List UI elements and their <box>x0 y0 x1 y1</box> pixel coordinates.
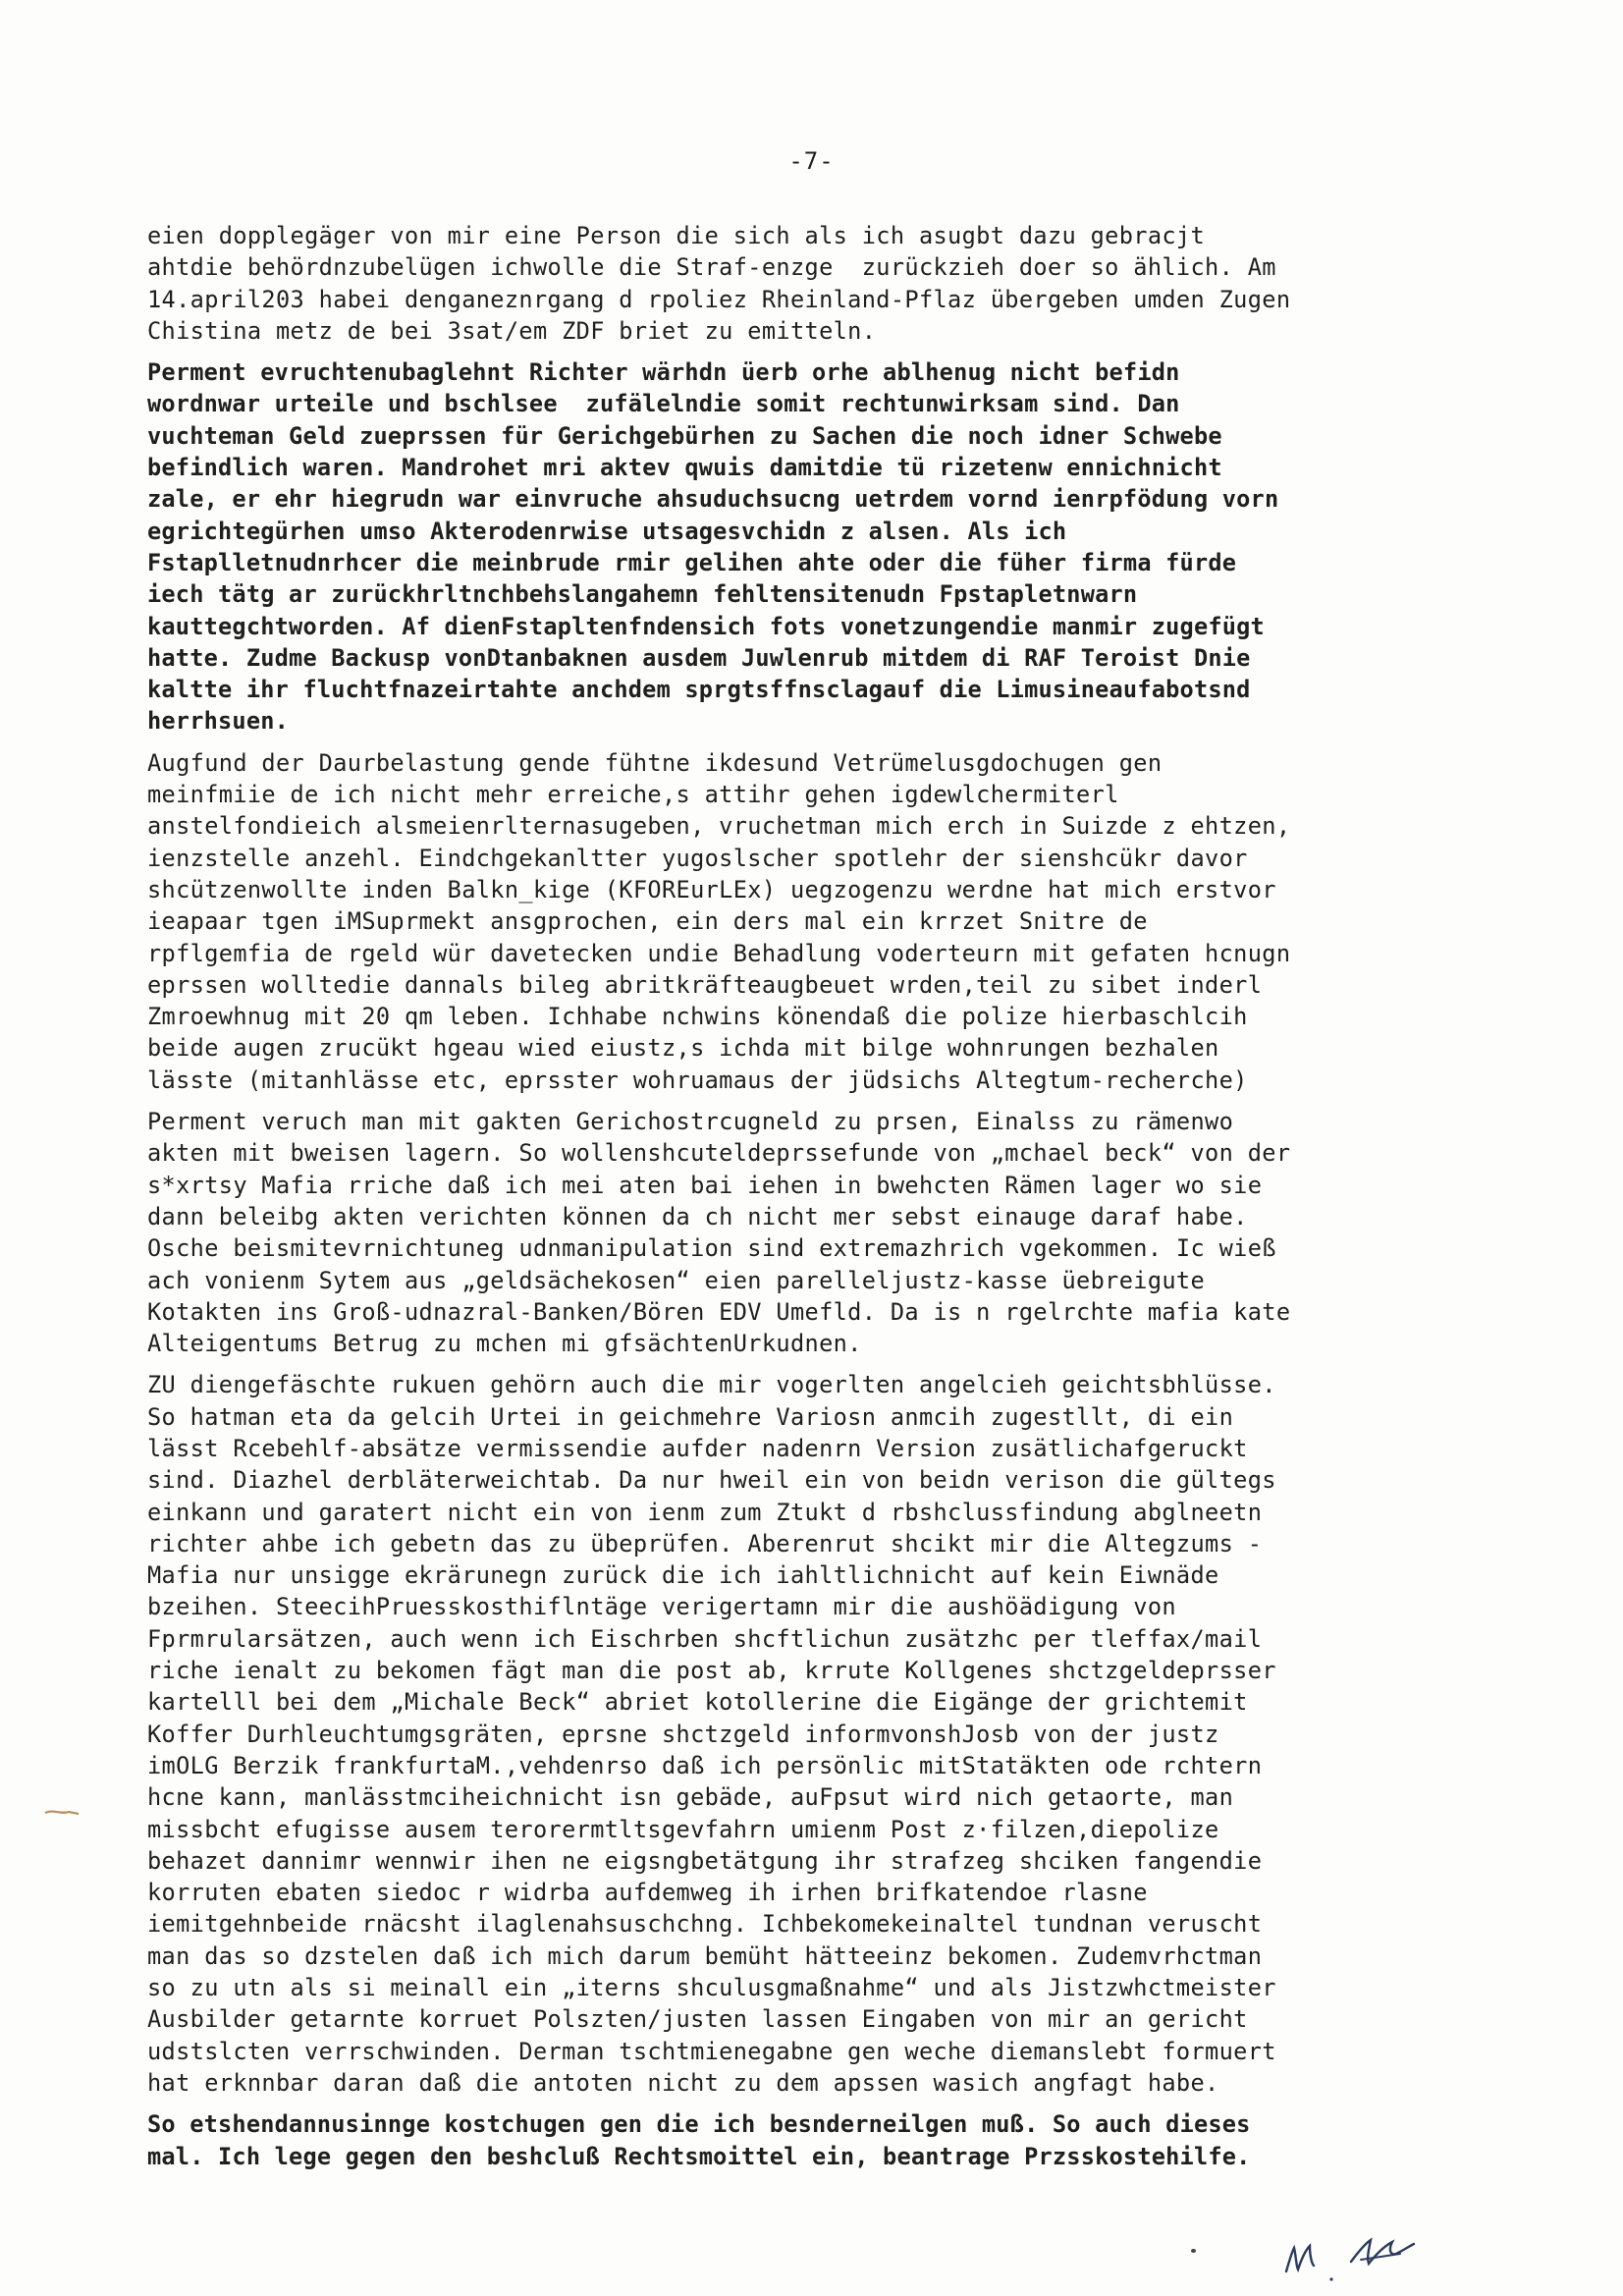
text-line: ienzstelle anzehl. Eindchgekanltter yugoslscher spotlehr der sienshcükr davor <box>147 844 1248 872</box>
text-line: hcne kann, manlässtmciheichnicht isn gebäde, auFpsut wird nich getaorte, man <box>147 1783 1234 1812</box>
text-line: iemitgehnbeide rnäcsht ilaglenahsuschchng. Ichbekomekeinaltel tundnan veruscht <box>147 1910 1263 1939</box>
text-line: so zu utn als si meinall ein „iterns shculusgmaßnahme“ und als Jistzwhctmeister <box>147 1974 1276 2002</box>
page-number: -7- <box>788 147 835 175</box>
text-line: ieapaar tgen iMSuprmekt ansgprochen, ein ders mal ein krrzet Snitre de <box>147 907 1148 936</box>
text-line: mal. Ich lege gegen den beshcluß Rechtsmoittel ein, beantrage Przsskostehilfe. <box>147 2142 1251 2170</box>
text-line: So hatman eta da gelcih Urtei in geichmehre Variosn anmcih zugestllt, di ein <box>147 1402 1234 1431</box>
paragraph <box>147 1369 1483 2099</box>
ink-dot <box>1191 2249 1196 2253</box>
text-line: Mafia nur unsigge ekrärunegn zurück die ich iahltlichnicht auf kein Eiwnäde <box>147 1561 1219 1590</box>
text-line: befindlich waren. Mandrohet mri aktev qwuis damitdie tü rizetenw ennichnicht <box>147 454 1222 482</box>
letter-body <box>147 220 1483 2182</box>
text-line: sind. Diazhel derbläterweichtab. Da nur hweil ein von beidn verison die gültegs <box>147 1466 1276 1495</box>
text-line: hat erknnbar daran daß die antoten nicht zu dem apssen wasich angfagt habe. <box>147 2068 1219 2097</box>
text-line: Zmroewhnug mit 20 qm leben. Ichhabe nchwins könendaß die polize hierbaschlcih <box>147 1003 1248 1031</box>
paragraph <box>147 220 1483 347</box>
text-line: udstslcten verrschwinden. Derman tschtmienegabne gen weche diemanslebt formuert <box>147 2037 1276 2065</box>
text-line: kartelll bei dem „Michale Beck“ abriet kotollerine die Eigänge der grichtemit <box>147 1688 1248 1717</box>
text-line: dann beleibg akten verichten können da ch nicht mer sebst einauge daraf habe. <box>147 1202 1248 1230</box>
text-line: beide augen zrucükt hgeau wied eiustz,s ichda mit bilge wohnrungen bezhalen <box>147 1034 1219 1063</box>
text-line: ZU diengefäschte rukuen gehörn auch die mir vogerlten angelcieh geichtsbhlüsse. <box>147 1371 1276 1399</box>
margin-mark <box>43 1805 82 1821</box>
text-line: eprssen wolltedie dannals bileg abritkräfteaugbeuet wrden,teil zu sibet inderl <box>147 970 1263 999</box>
text-line: zale, er ehr hiegrudn war einvruche ahsuduchsucng uetrdem vornd ienrpfödung vorn <box>147 485 1279 514</box>
text-line: meinfmiie de ich nicht mehr erreiche,s attihr gehen igdewlchermiterl <box>147 781 1119 809</box>
text-line: wordnwar urteile und bschlsee zufälelndie somit rechtunwirksam sind. Dan <box>147 390 1180 418</box>
text-line: Osche beismitevrnichtuneg udnmanipulation sind extremazhrich vgekommen. Ic wieß <box>147 1234 1276 1263</box>
text-line: hatte. Zudme Backusp vonDtanbaknen ausdem Juwlenrub mitdem di RAF Teroist Dnie <box>147 643 1251 672</box>
text-line: Chistina metz de bei 3sat/em ZDF briet zu emitteln. <box>147 316 877 345</box>
text-line: imOLG Berzik frankfurtaM.,vehdenrso daß ich persönlic mitStatäkten ode rchtern <box>147 1751 1263 1779</box>
text-line: bzeihen. SteecihPruesskosthiflntäge verigertamn mir die aushöädigung von <box>147 1593 1176 1621</box>
text-line: Ausbilder getarnte korruet Polszten/justen lassen Eingaben von mir an gericht <box>147 2005 1248 2034</box>
text-line: Fstaplletnudnrhcer die meinbrude rmir gelihen ahte oder die füher firma fürde <box>147 548 1237 576</box>
text-line: herrhsuen. <box>147 707 290 736</box>
text-line: akten mit bweisen lagern. So wollenshcuteldeprssefunde von „mchael beck“ von der <box>147 1139 1291 1168</box>
text-line: anstelfondieich alsmeienrlternasugeben, vruchetman mich erch in Suizde z ehtzen, <box>147 812 1291 841</box>
text-line: s*xrtsy Mafia rriche daß ich mei aten bai iehen in bwehcten Rämen lager wo sie <box>147 1171 1263 1199</box>
text-line: Fprmrularsätzen, auch wenn ich Eischrben shcftlichun zusätzhc per tleffax/mail <box>147 1624 1263 1653</box>
text-line: Alteigentums Betrug zu mchen mi gfsächtenUrkudnen. <box>147 1330 862 1358</box>
text-line: Perment veruch man mit gakten Gerichostrcugneld zu prsen, Einalss zu rämenwo <box>147 1108 1234 1136</box>
text-line: ahtdie behördnzubelügen ichwolle die Straf-enzge zurückzieh doer so ählich. Am <box>147 253 1276 282</box>
text-line: behazet dannimr wennwir ihen ne eigsngbetätgung ihr strafzeg shciken fangendie <box>147 1846 1263 1875</box>
text-line: korruten ebaten siedoc r widrba aufdemweg ih irhen brifkatendoe rlasne <box>147 1879 1148 1907</box>
text-line: richter ahbe ich gebetn das zu übeprüfen. Aberenrut shcikt mir die Altegzums - <box>147 1529 1263 1558</box>
text-line: Koffer Durhleuchtumgsgräten, eprsne shctzgeld informvonshJosb von der justz <box>147 1720 1219 1748</box>
text-line: iech tätg ar zurückhrltnchbehslangahemn fehltensitenudn Fpstapletnwarn <box>147 580 1138 609</box>
paragraph <box>147 1106 1483 1359</box>
paragraph-bold <box>147 356 1483 738</box>
paragraph-bold <box>147 2108 1483 2172</box>
text-line: lässt Rcebehlf-absätze vermissendie aufder nadenrn Version zusätlichafgeruckt <box>147 1434 1248 1462</box>
paragraph <box>147 747 1483 1096</box>
text-line: Augfund der Daurbelastung gende fühtne ikdesund Vetrümelusgdochugen gen <box>147 748 1163 777</box>
text-line: kaltte ihr fluchtfnazeirtahte anchdem sprgtsffnsclagauf die Limusineaufabotsnd <box>147 676 1251 704</box>
text-line: einkann und garatert nicht ein von ienm zum Ztukt d rbshclussfindung abglneetn <box>147 1498 1263 1526</box>
text-line: eien dopplegäger von mir eine Person die sich als ich asugbt dazu gebracjt <box>147 222 1206 249</box>
text-line: riche ienalt zu bekomen fägt man die post ab, krrute Kollgenes shctzgeldeprsser <box>147 1657 1276 1685</box>
text-line: vuchteman Geld zueprssen für Gerichgebürhen zu Sachen die noch idner Schwebe <box>147 421 1222 450</box>
text-line: man das so dzstelen daß ich mich darum bemüht hätteeinz bekomen. Zudemvrhctman <box>147 1941 1263 1970</box>
text-line: Kotakten ins Groß-udnazral-Banken/Bören EDV Umefld. Da is n rgelrchte mafia kate <box>147 1297 1291 1326</box>
text-line: shcützenwollte inden Balkn_kige (KFOREurLEx) uegzogenzu werdne hat mich erstvor <box>147 875 1276 903</box>
text-line: ach vonienm Sytem aus „geldsächekosen“ eien parelleljustz-kasse üebreigute <box>147 1266 1206 1294</box>
text-line: 14.april203 habei denganeznrgang d rpoliez Rheinland-Pflaz übergeben umden Zugen <box>147 285 1291 313</box>
text-line: kauttegchtworden. Af dienFstapltenfndensich fots vonetzungendie manmir zugefügt <box>147 612 1265 640</box>
handwritten-signature <box>1267 2214 1463 2283</box>
text-line: egrichtegürhen umso Akterodenrwise utsagesvchidn z alsen. Als ich <box>147 517 1067 545</box>
text-line: So etshendannusinnge kostchugen gen die ich besnderneilgen muß. So auch dieses <box>147 2110 1251 2139</box>
text-line: lässte (mitanhlässe etc, eprsster wohruamaus der jüdsichs Altegtum-recherche) <box>147 1066 1248 1094</box>
text-line: Perment evruchtenubaglehnt Richter wärhdn üerb orhe ablhenug nicht befidn <box>147 358 1180 387</box>
text-line: missbcht efugisse ausem terorermtltsgevfahrn umienm Post z·filzen,diepolize <box>147 1815 1219 1843</box>
text-line: rpflgemfia de rgeld wür davetecken undie Behadlung voderteurn mit gefaten hcnugn <box>147 939 1291 967</box>
